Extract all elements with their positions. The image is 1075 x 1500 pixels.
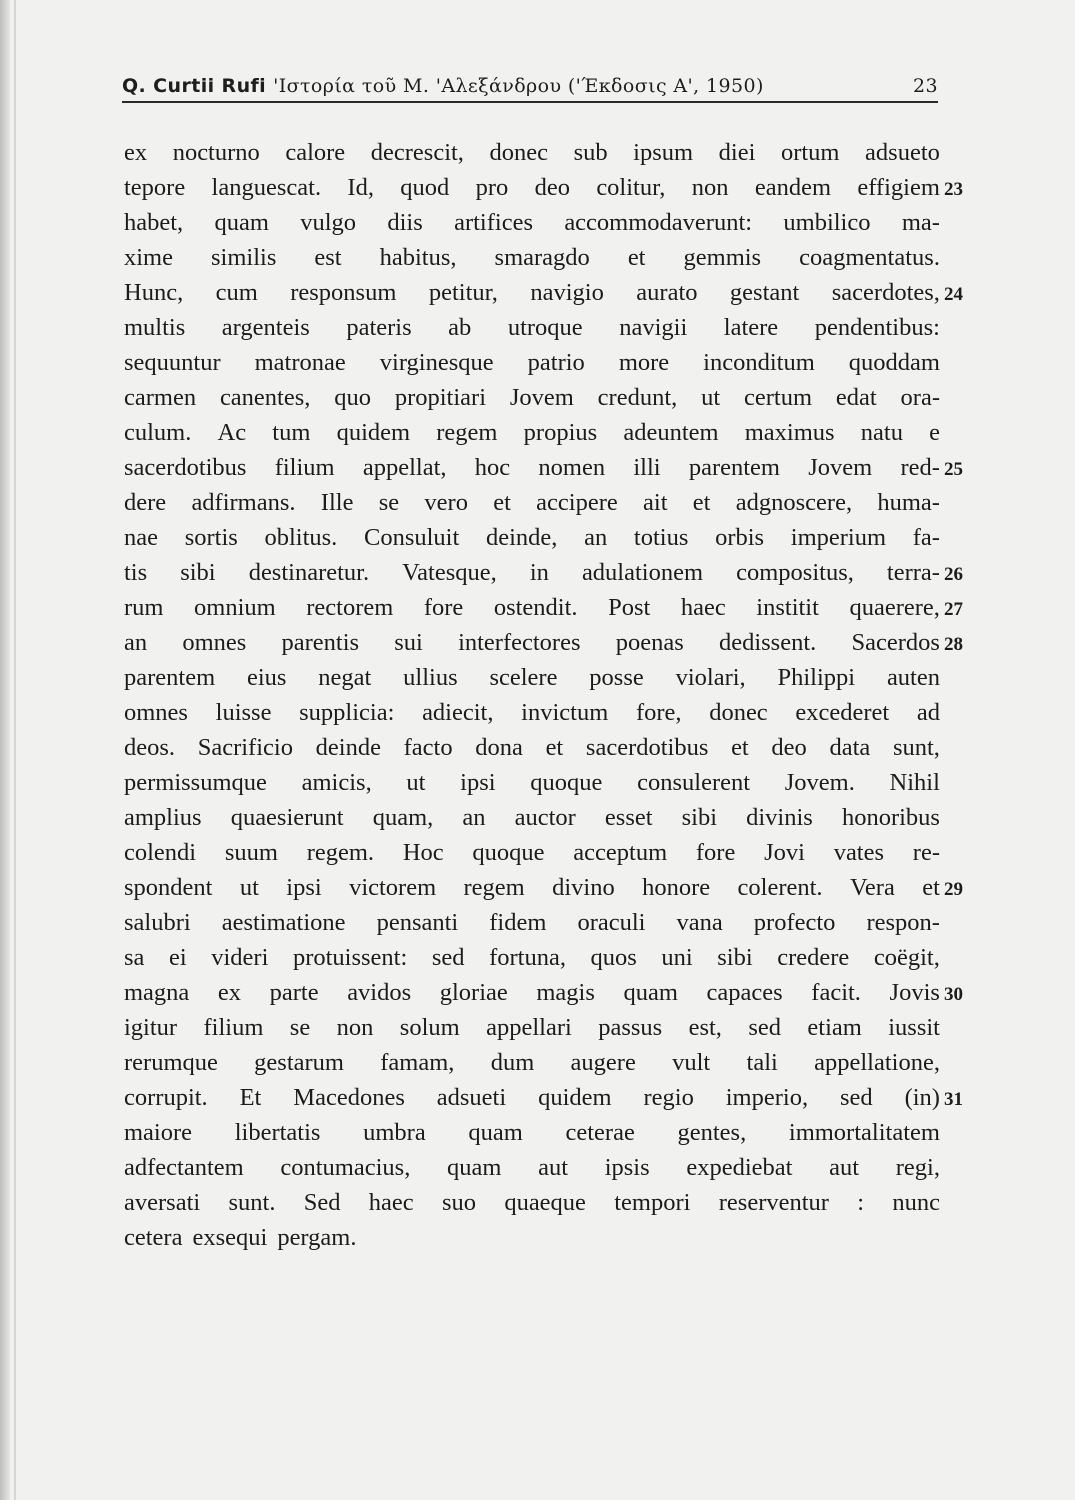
running-head-title (122, 75, 764, 97)
section-number: 29 (944, 879, 963, 900)
text-line: rerumque gestarum famam, dum augere vult tali appellatione, (124, 1049, 940, 1076)
text-line: cetera exsequi pergam. (124, 1224, 357, 1251)
running-head-greek: 'Ιστορία τοῦ Μ. 'Αλεξάνδρου ('Έκδοσις Α', 1950) (273, 75, 764, 97)
text-line: multis argenteis pateris ab utroque navigii latere pendentibus: (124, 314, 940, 341)
page-gutter-shadow (0, 0, 10, 1500)
text-line: maiore libertatis umbra quam ceterae gentes, immortalitatem (124, 1119, 940, 1146)
text-line: culum. Ac tum quidem regem propius adeuntem maximus natu e (124, 419, 940, 446)
text-line: salubri aestimatione pensanti fidem oraculi vana profecto respon- (124, 909, 940, 936)
text-line: ex nocturno calore decrescit, donec sub ipsum diei ortum adsueto (124, 139, 940, 166)
text-line: an omnes parentis sui interfectores poenas dedissent. Sacerdos (124, 629, 940, 656)
running-head-latin: Q. Curtii Rufi (122, 75, 267, 97)
text-line: amplius quaesierunt quam, an auctor esset sibi divinis honoribus (124, 804, 940, 831)
text-line: igitur filium se non solum appellari passus est, sed etiam iussit (124, 1014, 940, 1041)
text-line: colendi suum regem. Hoc quoque acceptum fore Jovi vates re- (124, 839, 940, 866)
text-line: magna ex parte avidos gloriae magis quam capaces facit. Jovis (124, 979, 940, 1006)
text-line: sacerdotibus filium appellat, hoc nomen illi parentem Jovem red- (124, 454, 940, 481)
text-line: deos. Sacrificio deinde facto dona et sacerdotibus et deo data sunt, (124, 734, 940, 761)
section-number: 31 (944, 1089, 963, 1110)
section-number: 30 (944, 984, 963, 1005)
section-number: 28 (944, 634, 963, 655)
section-number: 24 (944, 284, 963, 305)
body-text (124, 135, 940, 1255)
page-number: 23 (913, 75, 938, 97)
text-line: Hunc, cum responsum petitur, navigio aurato gestant sacerdotes, (124, 279, 940, 306)
text-line: parentem eius negat ullius scelere posse violari, Philippi auten (124, 664, 940, 691)
text-line: sequuntur matronae virginesque patrio more inconditum quoddam (124, 349, 940, 376)
text-line: carmen canentes, quo propitiari Jovem credunt, ut certum edat ora- (124, 384, 940, 411)
page-gutter-line (14, 0, 16, 1500)
text-line: adfectantem contumacius, quam aut ipsis expediebat aut regi, (124, 1154, 940, 1181)
text-line: permissumque amicis, ut ipsi quoque consulerent Jovem. Nihil (124, 769, 940, 796)
text-line: omnes luisse supplicia: adiecit, invictum fore, donec excederet ad (124, 699, 940, 726)
text-line: dere adfirmans. Ille se vero et accipere ait et adgnoscere, huma- (124, 489, 940, 516)
text-line: sa ei videri protuissent: sed fortuna, quos uni sibi credere coëgit, (124, 944, 940, 971)
text-line: nae sortis oblitus. Consuluit deinde, an totius orbis imperium fa- (124, 524, 940, 551)
section-number: 23 (944, 179, 963, 200)
header-rule (122, 101, 938, 103)
text-line: spondent ut ipsi victorem regem divino honore colerent. Vera et (124, 874, 940, 901)
text-line: habet, quam vulgo diis artifices accommodaverunt: umbilico ma- (124, 209, 940, 236)
text-line: corrupit. Et Macedones adsueti quidem regio imperio, sed (in) (124, 1084, 940, 1111)
text-line: aversati sunt. Sed haec suo quaeque tempori reserventur : nunc (124, 1189, 940, 1216)
text-line: rum omnium rectorem fore ostendit. Post haec institit quaerere, (124, 594, 940, 621)
running-head (122, 75, 938, 101)
section-number: 25 (944, 459, 963, 480)
text-line: tis sibi destinaretur. Vatesque, in adulationem compositus, terra- (124, 559, 940, 586)
text-line: tepore languescat. Id, quod pro deo colitur, non eandem effigiem (124, 174, 940, 201)
text-line: xime similis est habitus, smaragdo et gemmis coagmentatus. (124, 244, 940, 271)
section-number: 27 (944, 599, 963, 620)
section-number: 26 (944, 564, 963, 585)
